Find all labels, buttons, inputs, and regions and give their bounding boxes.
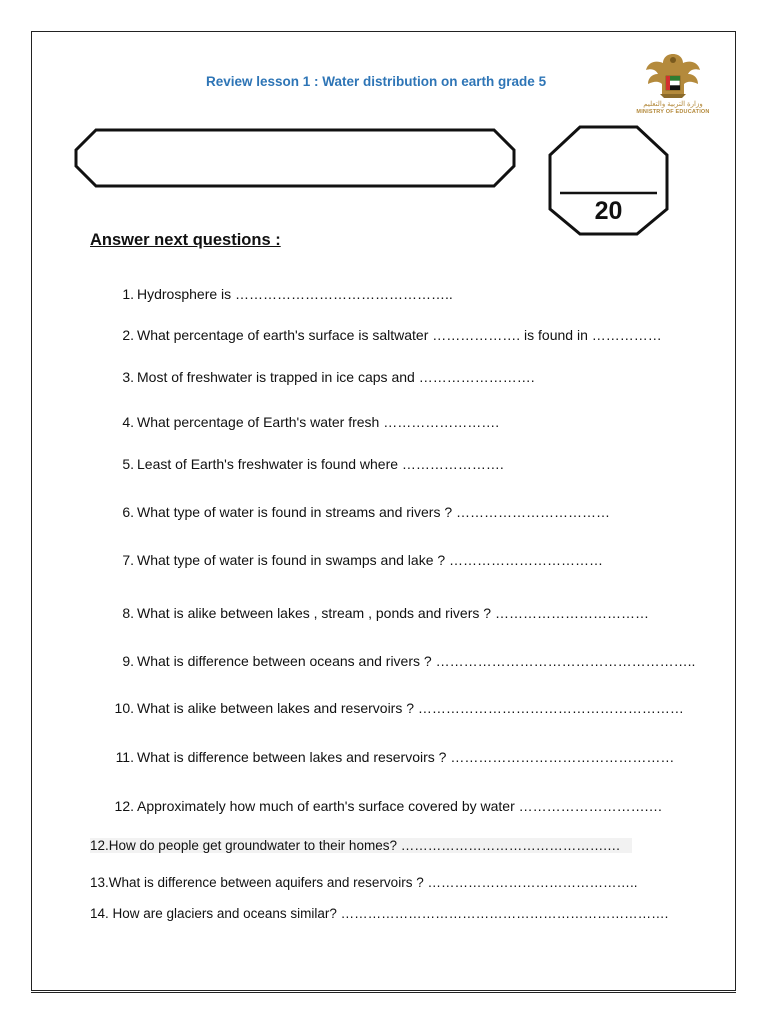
question-6 [112, 504, 610, 520]
question-number: 5. [122, 456, 134, 472]
question-text: What type of water is found in streams and rivers ? …………………………… [137, 504, 611, 520]
question-number: 2. [122, 327, 134, 343]
question-text: What percentage of Earth's water fresh ……………………. [137, 414, 500, 430]
section-heading: Answer next questions : [90, 231, 281, 249]
question-number: 12. [90, 838, 109, 853]
question-number: 4. [122, 414, 134, 430]
question-text: Least of Earth's freshwater is found where …………………. [137, 456, 504, 472]
logo-arabic-text: وزارة التربية والتعليم [643, 101, 703, 108]
question-3 [112, 369, 535, 385]
question-number: 6. [122, 504, 134, 520]
question-text: What is difference between aquifers and reservoirs ? ……………………………………….. [108, 875, 638, 890]
question-4 [112, 414, 499, 430]
question-text: What is alike between lakes , stream , ponds and rivers ? …………………………… [137, 605, 649, 621]
question-number: 11. [115, 749, 134, 765]
question-13 [90, 875, 637, 890]
question-number: 13. [90, 875, 109, 890]
question-text: How do people get groundwater to their homes? ……………………………………….… [108, 838, 621, 853]
score-total: 20 [594, 197, 623, 225]
student-name-field[interactable] [74, 128, 516, 188]
question-12b [90, 838, 632, 853]
question-5 [112, 456, 504, 472]
question-number: 8. [122, 605, 134, 621]
question-7 [112, 552, 603, 568]
question-text: What type of water is found in swamps and lake ? …………………………… [137, 552, 604, 568]
question-9 [112, 653, 695, 669]
question-number: 14. [90, 906, 109, 921]
question-text: What is alike between lakes and reservoirs ? ………………………………………………… [137, 700, 684, 716]
question-10 [112, 700, 684, 716]
question-8 [112, 605, 649, 621]
question-number: 10. [114, 700, 134, 716]
question-text: What is difference between lakes and reservoirs ? ………………………………………… [137, 749, 675, 765]
question-11 [112, 749, 674, 765]
logo-english-text: MINISTRY OF EDUCATION [636, 109, 710, 115]
ministry-logo [626, 50, 720, 122]
question-text: What is difference between oceans and rivers ? ……………………………………………….. [137, 653, 696, 669]
question-12 [112, 798, 663, 814]
eagle-emblem-icon [626, 50, 720, 100]
question-number: 9. [122, 653, 134, 669]
question-14 [90, 906, 668, 921]
question-text: How are glaciers and oceans similar? ………………………………………………………………. [108, 906, 669, 921]
page-title: Review lesson 1 : Water distribution on earth grade 5 [206, 74, 547, 89]
question-number: 7. [122, 552, 134, 568]
question-number: 3. [122, 369, 134, 385]
question-2 [112, 327, 662, 343]
question-1 [112, 286, 453, 302]
question-text: Approximately how much of earth's surface covered by water ……………………….… [137, 798, 663, 814]
question-number: 12. [114, 798, 134, 814]
question-number: 1. [122, 286, 134, 302]
question-text: Most of freshwater is trapped in ice caps and ……………………. [137, 369, 535, 385]
question-text: Hydrosphere is ……………………………………….. [137, 286, 453, 302]
question-text: What percentage of earth's surface is saltwater ………………. is found in …………… [137, 327, 662, 343]
